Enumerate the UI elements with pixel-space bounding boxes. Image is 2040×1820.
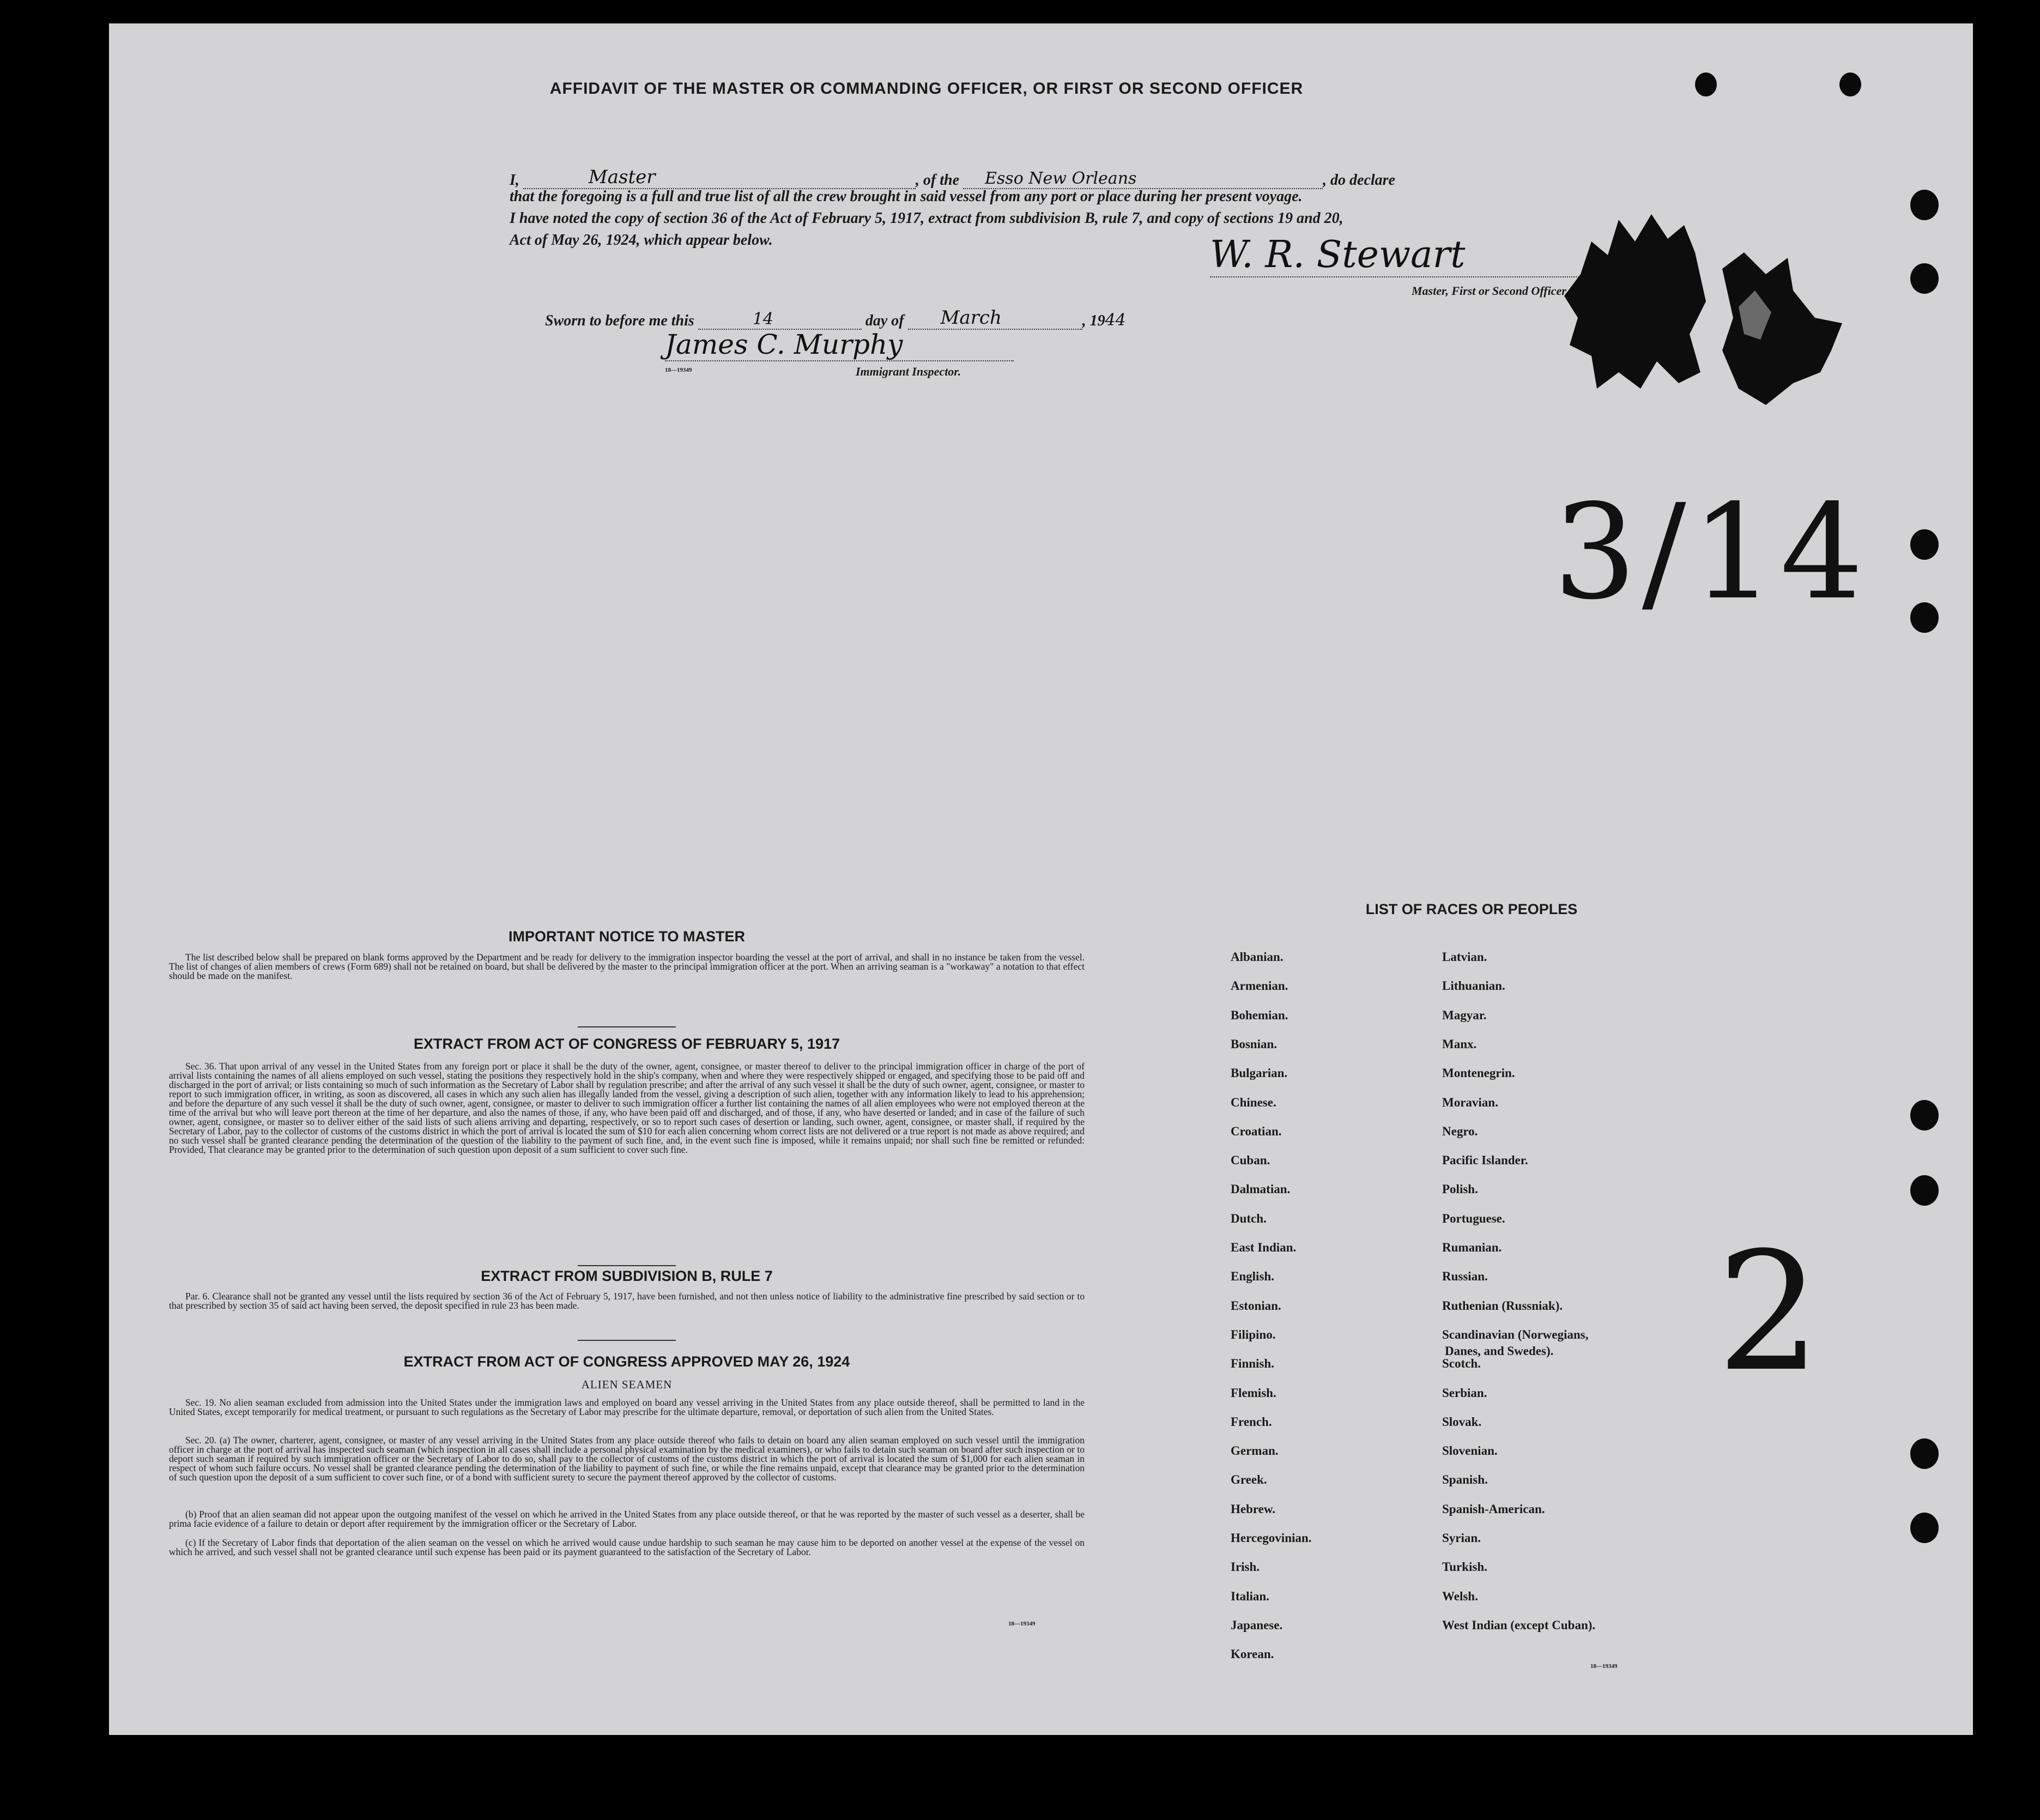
binder-hole [1910,529,1939,560]
declare-label: , do declare [1323,172,1395,189]
race-item: Turkish. [1442,1560,1487,1574]
race-item: Welsh. [1442,1589,1478,1603]
affidavit-line-2: that the foregoing is a full and true list of all the crew brought in said vessel from any port or place during her present voyage. [510,188,1303,205]
i-label: I, [510,172,519,189]
sworn-day-field [698,310,862,330]
punch-mark [1695,72,1717,96]
binder-hole [1910,602,1939,633]
race-item: Negro. [1442,1124,1478,1138]
sworn-year: 44 [1105,311,1126,330]
races-title: LIST OF RACES OR PEOPLES [1365,901,1578,917]
sworn-month: March [940,307,1002,329]
race-item: Slovak. [1442,1414,1482,1429]
race-item: Japanese. [1231,1618,1283,1632]
race-item: Flemish. [1231,1386,1276,1400]
race-item: Dutch. [1231,1211,1267,1225]
binder-hole [1910,263,1939,294]
race-item: Bulgarian. [1231,1066,1288,1080]
divider-3 [578,1340,676,1341]
master-name-field [523,166,916,189]
affidavit-line-1 [510,166,1395,189]
race-item: Spanish-American. [1442,1502,1545,1516]
handwritten-date-note: 3/14 [1553,476,1869,628]
race-item: Portuguese. [1442,1211,1505,1225]
notice-title: IMPORTANT NOTICE TO MASTER [509,928,745,945]
race-item: Latvian. [1442,950,1487,964]
binder-hole [1910,1100,1939,1130]
race-item: Lithuanian. [1442,979,1505,993]
race-item: Moravian. [1442,1095,1498,1109]
race-item: Armenian. [1231,979,1288,993]
handwritten-page-number: 2 [1717,1217,1821,1407]
affidavit-line-3: I have noted the copy of section 36 of the Act of February 5, 1917, extract from subdivision B, rule 7, and copy of sections 19 and 20, [510,210,1343,227]
act-1917-body: Sec. 36. That upon arrival of any vessel in the United States from any foreign port or place it shall be the duty of the owner, agent, consignee, or master thereof to deliver to the principal immigration officer in charge of the port of arrival lists containing the names of all aliens employed on such vessel, stating the positions they respectively hold in the ship's company, when and where they were respectively shipped or engaged, and specifying those to be paid off and discharged in the port of arrival; or lists containing so much of such information as the Secretary of Labor shall by regulation prescribe; and after the arrival of any such vessel it shall be the duty of such owner, agent, consignee, or master to report to such immigration officer, in writing, as soon as discovered, all cases in which any such alien has illegally landed from the vessel, giving a description of such alien, together with any information likely to lead to his apprehension; and before the departure of any such vessel it shall be the duty of such owner, agent, consignee, or master to deliver to such immigration officer a further list containing the names of all alien employees who were not employed thereon at the time of the arrival but who will leave port thereon at the time of her departure, and also the names of those, if any, who have been paid off and discharged, and of those, if any, who have deserted or landed; and in case of the failure of such owner, agent, consignee, or master so to deliver either of the said lists of such aliens arriving and departing, respectively, or so to report such cases of desertion or landing, such owner, agent, consignee, or master shall, if required by the Secretary of Labor, pay to the collector of customs of the customs district in which the port of arrival is located the sum of $10 for each alien concerning whom correct lists are not delivered or a true report is not made as above required; and no such vessel shall be granted clearance pending the determination of the question of the liability to the payment of such fine, and, in the event such fine is imposed, while it remains unpaid; nor shall such fine be remitted or refunded: Provided, That clearance may be granted prior to the determination of such question upon deposit of a sum sufficient to cover such fine. [169,1061,1085,1155]
sworn-line [545,307,1126,330]
rule-7-body: Par. 6. Clearance shall not be granted any vessel until the lists required by section 36 of the Act of February 5, 1917, have been furnished, and not then unless notice of liability to the administrative fine prescribed by said section or to that prescribed by section 35 of said act having been served, the deposit specified in rule 23 has been made. [169,1291,1085,1311]
race-item: Slovenian. [1442,1444,1498,1458]
race-item: Hercegovinian. [1231,1531,1312,1545]
race-item: Croatian. [1231,1124,1282,1138]
race-item: Rumanian. [1442,1241,1502,1254]
race-item: Syrian. [1442,1531,1481,1545]
race-item: West Indian (except Cuban). [1442,1618,1596,1632]
master-signature: W. R. Stewart [1210,233,1624,277]
race-item: Bohemian. [1231,1008,1288,1022]
document-page [109,23,1973,1735]
race-item: Scandinavian (Norwegians, [1442,1327,1589,1341]
form-number-notice: 18—19349 [1008,1621,1036,1627]
binder-hole [1910,1175,1939,1206]
binder-hole [1910,1513,1939,1543]
sworn-label: Sworn to before me this [545,312,694,329]
master-name-value: Master [588,166,656,188]
divider-2 [578,1265,676,1266]
affidavit-title: AFFIDAVIT OF THE MASTER OR COMMANDING OFFICER, OR FIRST OR SECOND OFFICER [549,80,1304,98]
of-the-label: , of the [915,172,960,189]
act-1924-sec20c: (c) If the Secretary of Labor finds that deportation of the alien seaman on the vessel on which he arrived would cause undue hardship to such seaman he may cause him to be deported on another vessel at the expense of the vessel on which he arrived, and such vessel shall not be granted clearance until such expense has been paid or its payment guaranteed to the satisfaction of the Secretary of Labor. [169,1537,1085,1557]
race-item: French. [1231,1414,1272,1429]
inspector-signature: James C. Murphy [665,329,1014,361]
embossed-seal [1559,209,1875,438]
race-item: Finnish. [1231,1357,1274,1371]
race-item: East Indian. [1231,1241,1297,1254]
binder-hole [1910,190,1939,220]
act-1917-title: EXTRACT FROM ACT OF CONGRESS OF FEBRUARY 5, 1917 [413,1036,840,1052]
race-item: Filipino. [1231,1327,1276,1341]
race-item: Montenegrin. [1442,1066,1515,1080]
race-item: Cuban. [1231,1153,1270,1168]
vessel-name-field [963,169,1323,189]
race-item: Dalmatian. [1231,1182,1291,1196]
form-number-top: 18—19349 [665,367,692,373]
race-item: Pacific Islander. [1442,1153,1528,1168]
act-1924-sec20b: (b) Proof that an alien seaman did not appear upon the outgoing manifest of the vessel on which he arrived in the United States from any place outside thereof, or that he was reported by the master of such vessel as a deserter, shall be prima facie evidence of a failure to detain or deport after requirement by the immigration officer or the Secretary of Labor. [169,1509,1085,1529]
form-number-races: 18—19349 [1590,1663,1618,1670]
race-item: Hebrew. [1231,1502,1275,1516]
race-item: Magyar. [1442,1008,1487,1022]
punch-mark [1839,72,1861,96]
binder-hole [1910,1438,1939,1469]
race-item: Albanian. [1231,950,1284,964]
notice-body: The list described below shall be prepared on blank forms approved by the Department and be ready for delivery to the immigration inspector boarding the vessel at the port of arrival, and shall in no instance be taken from the vessel. The list of changes of alien members of crews (Form 689) shall not be retained on board, but shall be delivered by the master to the principal immigration officer at the port. When an arriving seaman is a "workaway" a notation to that effect should be made on the manifest. [169,952,1085,981]
act-1924-sec19: Sec. 19. No alien seaman excluded from admission into the United States under the immigration laws and employed on board any vessel arriving in the United States from any place outside thereof, shall be permitted to land in the United States, except temporarily for medical treatment, or pursuant to such regulations as the Secretary of Labor may prescribe for the ultimate departure, removal, or deportation of such alien from the United States. [169,1397,1085,1417]
inspector-title: Immigrant Inspector. [856,365,961,378]
sworn-month-field [908,307,1082,330]
act-1924-sec20a: Sec. 20. (a) The owner, charterer, agent, consignee, or master of any vessel arriving in the United States from any place outside thereof who fails to detain on board any alien seaman employed on such vessel until the immigration officer in charge at the port of arrival has inspected such seaman (which inspection in all cases shall include a personal physical examination by the medical examiners), or who fails to detain such seaman on board after such inspection or to deport such seaman if required by such immigration officer or the Secretary of Labor to do so, shall pay to the collector of customs of the customs district in which the port of arrival is located the sum of $1,000 for each alien seaman in respect of whom such failure occurs. No vessel shall be granted clearance pending the determination of the liability to payment of such fine, or while the fine remains unpaid, except that clearance may be granted prior to the determination of such question upon the deposit of a sum sufficient to cover such fine, or of a bond with sufficient surety to secure the payment thereof approved by the collector of customs. [169,1435,1085,1483]
race-item: English. [1231,1269,1274,1284]
race-item: Polish. [1442,1182,1478,1196]
race-item: Danes, and Swedes). [1445,1344,1554,1358]
race-item: Korean. [1231,1647,1274,1661]
sworn-day: 14 [752,310,773,329]
race-item: Ruthenian (Russniak). [1442,1298,1563,1313]
divider-1 [578,1026,676,1027]
master-title: Master, First or Second Officer. [1412,284,1569,298]
race-item: Serbian. [1442,1386,1487,1400]
rule-7-title: EXTRACT FROM SUBDIVISION B, RULE 7 [481,1268,773,1284]
affidavit-line-4: Act of May 26, 1924, which appear below. [510,232,773,249]
race-item: Spanish. [1442,1473,1488,1487]
act-1924-subtitle: ALIEN SEAMEN [581,1378,673,1391]
race-item: Irish. [1231,1560,1260,1574]
race-item: Manx. [1442,1037,1477,1051]
race-item: Estonian. [1231,1298,1281,1313]
year-prefix: , 19 [1082,312,1105,329]
race-item: Italian. [1231,1589,1269,1603]
race-item: Scotch. [1442,1357,1481,1371]
act-1924-title: EXTRACT FROM ACT OF CONGRESS APPROVED MAY 26, 1924 [403,1353,850,1370]
race-item: German. [1231,1444,1279,1458]
vessel-name-value: Esso New Orleans [985,169,1137,188]
race-item: Bosnian. [1231,1037,1278,1051]
race-item: Russian. [1442,1269,1488,1284]
race-item: Chinese. [1231,1095,1276,1109]
day-of-label: day of [865,312,904,329]
race-item: Greek. [1231,1473,1267,1487]
